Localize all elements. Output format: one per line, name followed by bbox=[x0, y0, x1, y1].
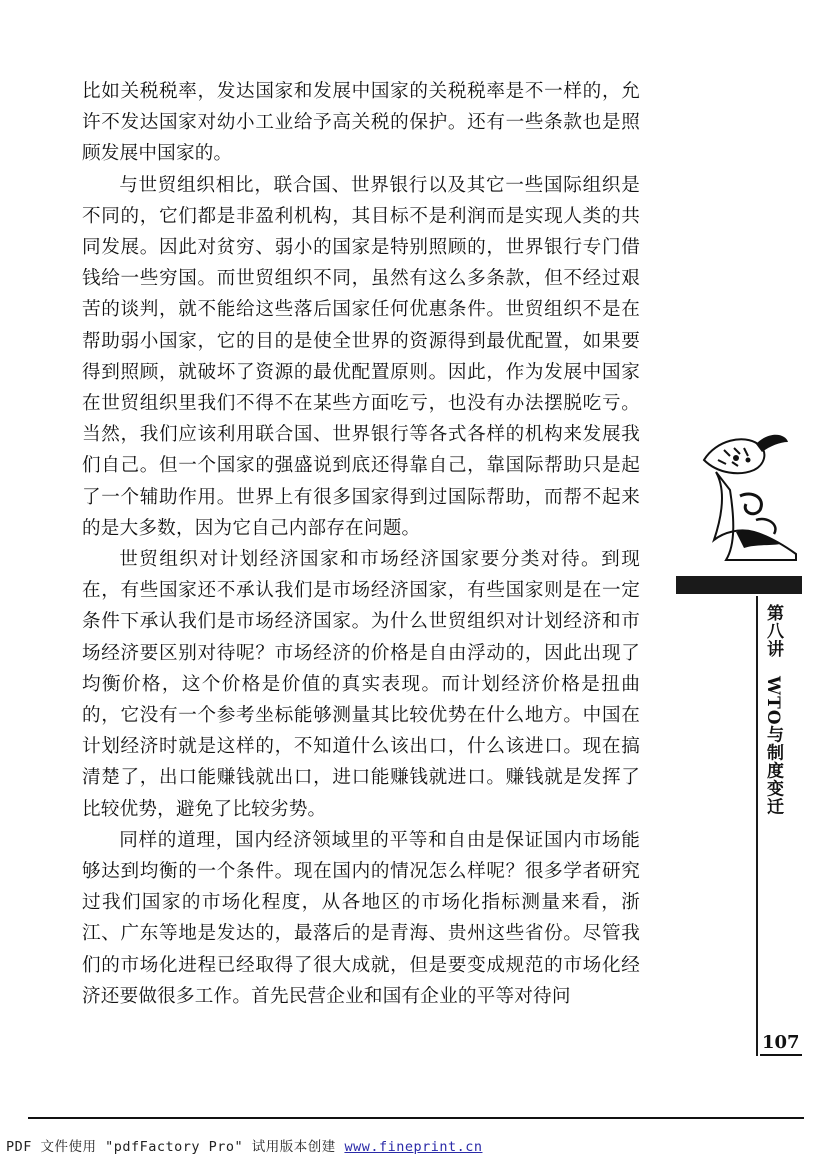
sidebar-bar bbox=[676, 576, 802, 594]
body-text bbox=[82, 76, 640, 1012]
footer-link[interactable]: www.fineprint.cn bbox=[344, 1139, 483, 1155]
chapter-title: 第八讲 WTO与制度变迁 bbox=[763, 604, 783, 816]
page-number: 107 bbox=[760, 1032, 802, 1056]
paragraph-3: 世贸组织对计划经济国家和市场经济国家要分类对待。到现在，有些国家还不承认我们是市场经济国家，有些国家则是在一定条件下承认我们是市场经济国家。为什么世贸组织对计划经济和市场经济要区别对待呢？市场经济的价格是自由浮动的，因此出现了均衡价格，这个价格是价值的真实表现。而计划经济价格是扭曲的，它没有一个参考坐标能够测量其比较优势在什么地方。中国在计划经济时就是这样的，不知道什么该出口，什么该进口。现在搞清楚了，出口能赚钱就出口，进口能赚钱就进口。赚钱就是发挥了比较优势，避免了比较劣势。 bbox=[82, 549, 640, 820]
paragraph-4: 同样的道理，国内经济领域里的平等和自由是保证国内市场能够达到均衡的一个条件。现在国内的情况怎么样呢？很多学者研究过我们国家的市场化程度，从各地区的市场化指标测量来看，浙江、广东等地是发达的，最落后的是青海、贵州这些省份。尽管我们的市场化进程已经取得了很大成就，但是要变成规范的市场化经济还要做很多工作。首先民营企业和国有企业的平等对待问 bbox=[82, 829, 640, 1007]
sidebar-rule bbox=[756, 596, 758, 1056]
decorative-figure-icon bbox=[696, 420, 802, 580]
footer-rule bbox=[28, 1117, 804, 1119]
paragraph-2: 与世贸组织相比，联合国、世界银行以及其它一些国际组织是不同的，它们都是非盈利机构，其目标不是利润而是实现人类的共同发展。因此对贫穷、弱小的国家是特别照顾的，世界银行专门借钱给一些穷国。而世贸组织不同，虽然有这么多条款，但不经过艰苦的谈判，就不能给这些落后国家任何优惠条件。世贸组织不是在帮助弱小国家，它的目的是使全世界的资源得到最优配置，如果要得到照顾，就破坏了资源的最优配置原则。因此，作为发展中国家在世贸组织里我们不得不在某些方面吃亏，也没有办法摆脱吃亏。当然，我们应该利用联合国、世界银行等各式各样的机构来发展我们自己。但一个国家的强盛说到底还得靠自己，靠国际帮助只是起了一个辅助作用。世界上有很多国家得到过国际帮助，而帮不起来的是大多数，因为它自己内部存在问题。 bbox=[82, 174, 640, 539]
paragraph-1: 比如关税税率，发达国家和发展中国家的关税税率是不一样的，允许不发达国家对幼小工业给予高关税的保护。还有一些条款也是照顾发展中国家的。 bbox=[82, 81, 640, 165]
footer-prefix: PDF 文件使用 "pdfFactory Pro" 试用版本创建 bbox=[6, 1139, 345, 1155]
footer-text bbox=[6, 1135, 482, 1155]
